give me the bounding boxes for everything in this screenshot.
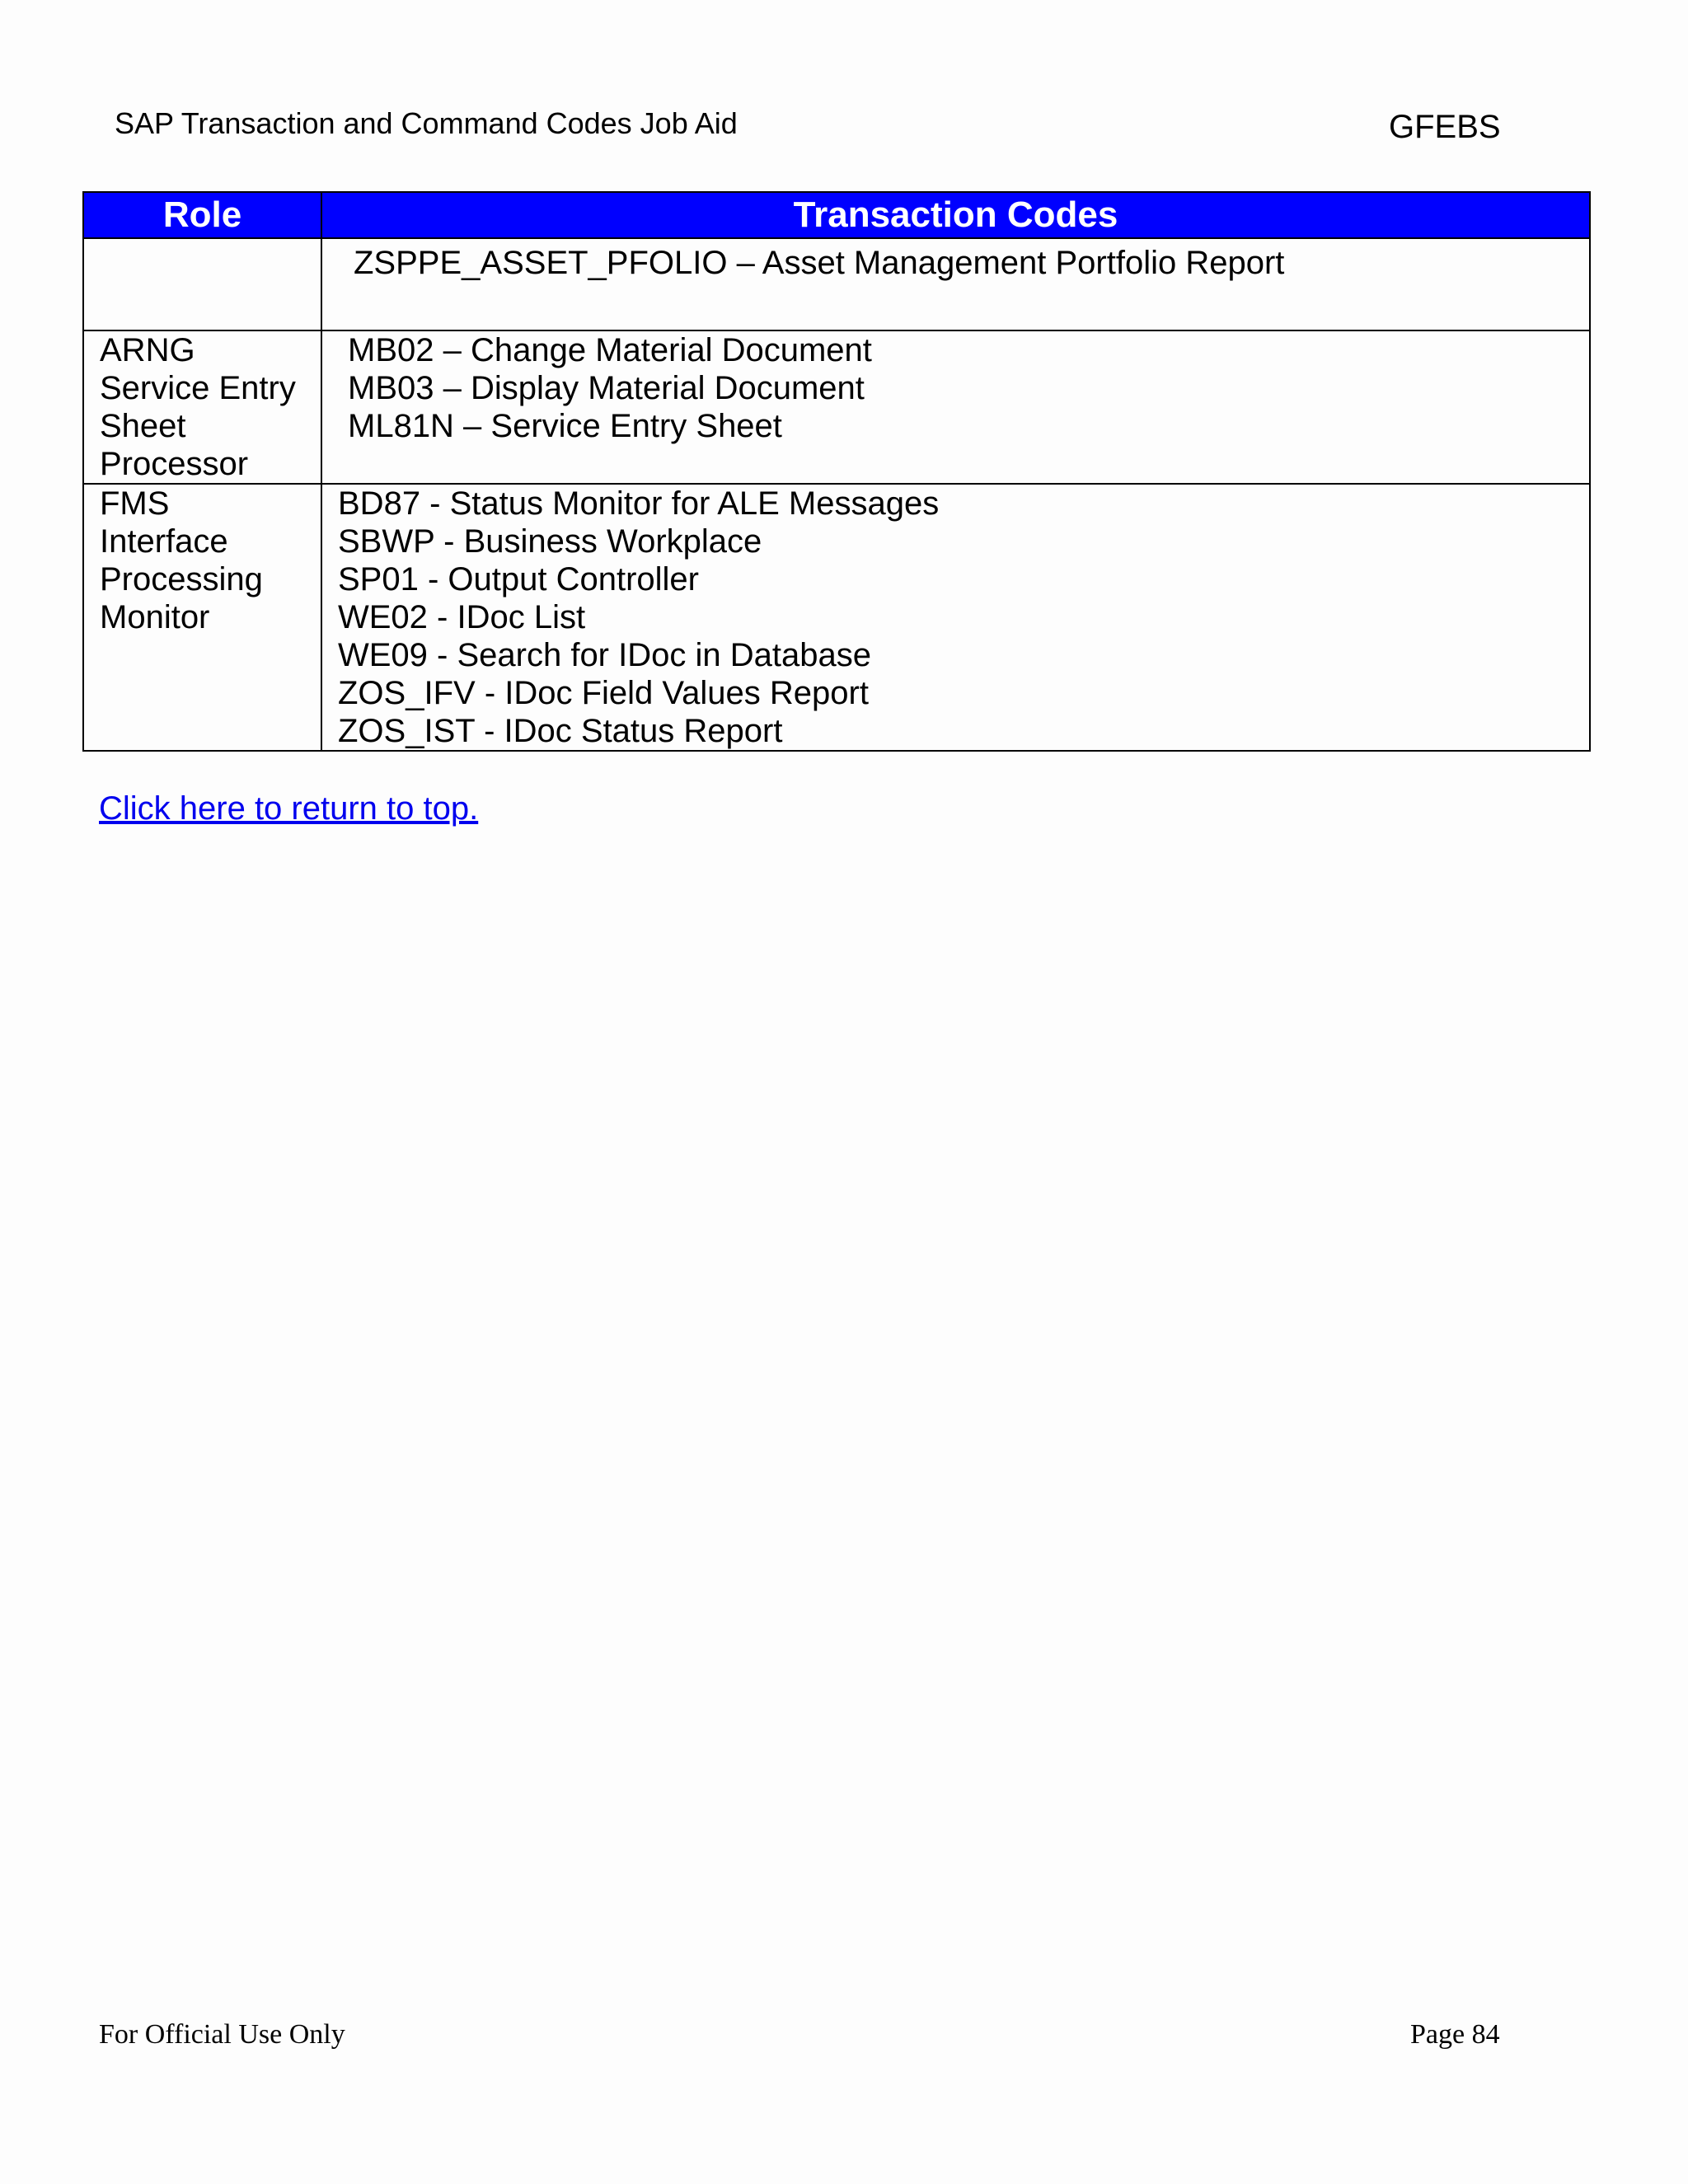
code-item: SBWP - Business Workplace <box>338 523 762 560</box>
table-row <box>83 238 1590 330</box>
code-item: MB02 – Change Material Document <box>348 332 872 368</box>
role-cell <box>83 330 321 484</box>
code-item: ML81N – Service Entry Sheet <box>348 408 782 444</box>
code-item: BD87 - Status Monitor for ALE Messages <box>338 485 940 522</box>
codes-cell <box>321 330 1590 484</box>
code-item: ZOS_IFV - IDoc Field Values Report <box>338 675 869 711</box>
code-item: ZOS_IST - IDoc Status Report <box>338 713 783 749</box>
transaction-codes-table <box>82 191 1591 752</box>
document-title: SAP Transaction and Command Codes Job Aid <box>115 106 738 140</box>
codes-cell <box>321 238 1590 330</box>
role-name: FMS Interface Processing Monitor <box>100 485 263 635</box>
code-item: ZSPPE_ASSET_PFOLIO – Asset Management Portfolio Report <box>354 245 1285 281</box>
codes-cell <box>321 484 1590 751</box>
column-header-transaction-codes: Transaction Codes <box>321 192 1590 238</box>
code-item: WE02 - IDoc List <box>338 599 586 635</box>
code-item: MB03 – Display Material Document <box>348 370 865 406</box>
code-list <box>322 485 1589 750</box>
table-row <box>83 330 1590 484</box>
code-item: WE09 - Search for IDoc in Database <box>338 637 871 673</box>
role-name: ARNG Service Entry Sheet Processor <box>100 332 296 482</box>
page-number: Page 84 <box>1410 2019 1500 2050</box>
table-row <box>83 484 1590 751</box>
role-cell <box>83 484 321 751</box>
footer-classification: For Official Use Only <box>99 2019 345 2050</box>
code-item: SP01 - Output Controller <box>338 561 699 598</box>
code-list <box>322 239 1589 282</box>
system-name: GFEBS <box>1389 109 1501 145</box>
return-to-top-link[interactable]: Click here to return to top. <box>99 790 479 827</box>
code-list <box>322 331 1589 445</box>
column-header-role: Role <box>83 192 321 238</box>
role-cell <box>83 238 321 330</box>
table-header-row <box>83 192 1590 238</box>
